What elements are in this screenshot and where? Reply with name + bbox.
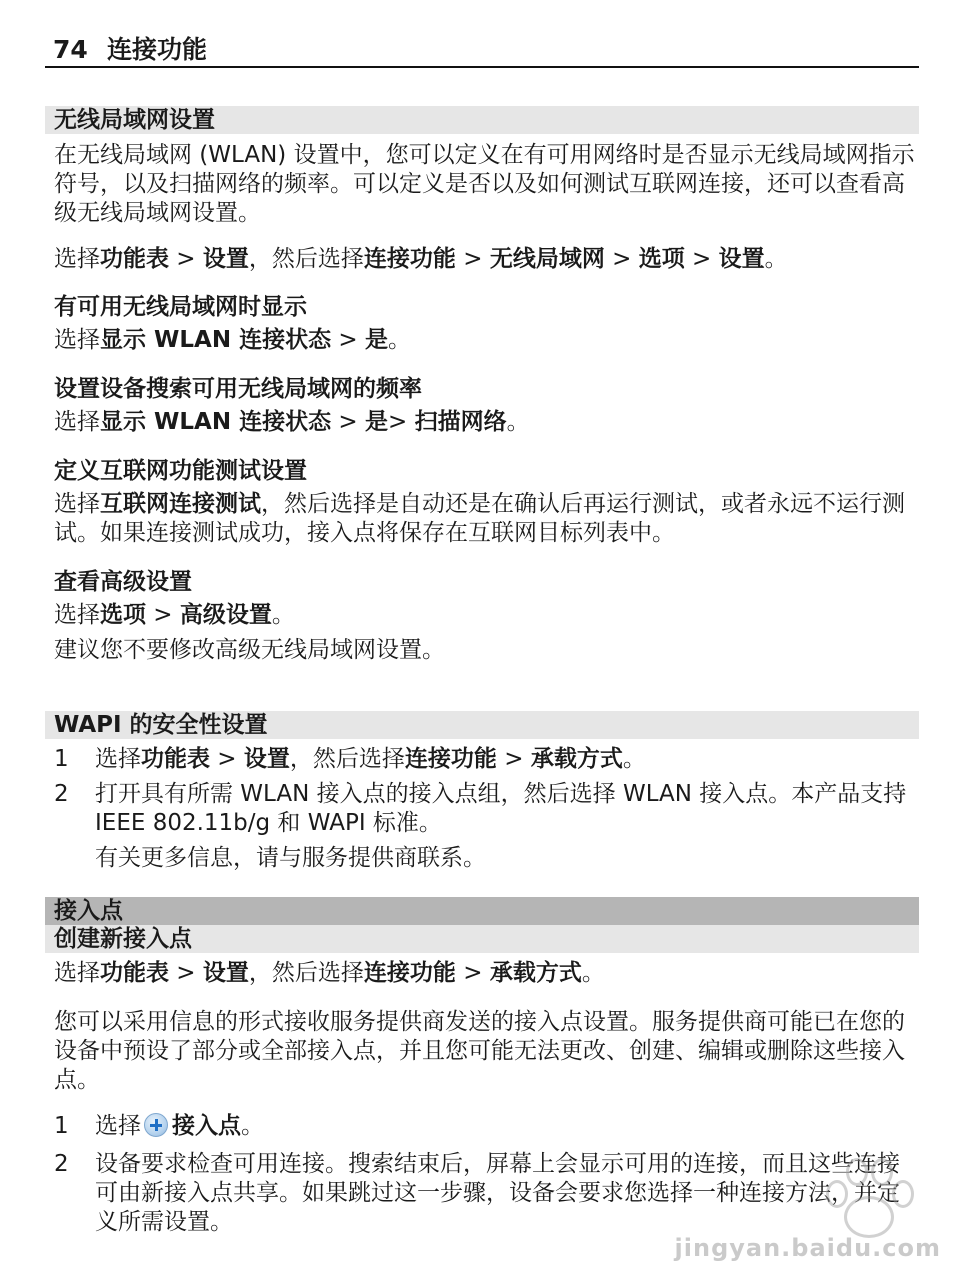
subsection-title-create-ap: 创建新接入点 <box>54 926 192 952</box>
ap-menu-path: 选择功能表 > 设置，然后选择连接功能 > 承载方式。 <box>54 960 605 986</box>
list-number: 1 <box>54 746 69 772</box>
page-number: 74 <box>53 35 88 64</box>
ap-intro: 您可以采用信息的形式接收服务提供商发送的接入点设置。服务提供商可能已在您的设备中预设了部分或全部接入点，并且您可能无法更改、创建、编辑或删除这些接入点。 <box>54 1009 905 1093</box>
advanced-note: 建议您不要修改高级无线局域网设置。 <box>54 637 445 663</box>
list-item-note: 有关更多信息，请与服务提供商联系。 <box>95 845 486 871</box>
scan-frequency-instruction: 选择显示 WLAN 连接状态 > 是> 扫描网络。 <box>54 409 530 435</box>
section-band-access-point <box>45 897 919 925</box>
advanced-instruction: 选择选项 > 高级设置。 <box>54 602 295 628</box>
section-title-wlan: 无线局域网设置 <box>54 107 215 133</box>
wlan-intro: 在无线局域网 (WLAN) 设置中，您可以定义在有可用网络时是否显示无线局域网指示符号，以及扫描网络的频率。可以定义是否以及如何测试互联网连接，还可以查看高级无线局域网设置。 <box>54 142 915 226</box>
show-wlan-instruction: 选择显示 WLAN 连接状态 > 是。 <box>54 327 411 353</box>
baidu-watermark <box>651 1152 941 1262</box>
list-number: 2 <box>54 781 69 807</box>
running-header <box>45 34 919 68</box>
subheading-advanced: 查看高级设置 <box>54 569 192 595</box>
list-item: 设备要求检查可用连接。搜索结束后，屏幕上会显示可用的连接，而且这些连接可由新接入点共享。如果跳过这一步骤，设备会要求您选择一种连接方法，并定义所需设置。 <box>95 1151 900 1235</box>
section-band-wapi <box>45 711 919 739</box>
subheading-internet-test: 定义互联网功能测试设置 <box>54 458 307 484</box>
internet-test-instruction: 选择互联网连接测试，然后选择是自动还是在确认后再运行测试，或者永远不运行测试。如果连接测试成功，接入点将保存在互联网目标列表中。 <box>54 491 905 546</box>
plus-icon <box>144 1113 168 1137</box>
list-item: 选择 接入点。 <box>95 1113 264 1139</box>
list-number: 1 <box>54 1113 69 1139</box>
wlan-menu-path: 选择功能表 > 设置，然后选择连接功能 > 无线局域网 > 选项 > 设置。 <box>54 246 788 272</box>
list-number: 2 <box>54 1151 69 1177</box>
subheading-show-wlan: 有可用无线局域网时显示 <box>54 294 307 320</box>
section-title-access-point: 接入点 <box>54 898 123 924</box>
subheading-scan-frequency: 设置设备搜索可用无线局域网的频率 <box>54 376 422 402</box>
watermark-text: jingyan.baidu.com <box>674 1234 941 1262</box>
list-item: 打开具有所需 WLAN 接入点的接入点组，然后选择 WLAN 接入点。本产品支持 IEEE 802.11b/g 和 WAPI 标准。 <box>95 781 907 836</box>
list-item: 选择功能表 > 设置，然后选择连接功能 > 承载方式。 <box>95 746 646 772</box>
chapter-title: 连接功能 <box>107 35 208 64</box>
section-band-wlan <box>45 106 919 134</box>
subsection-band-create-ap <box>45 925 919 953</box>
section-title-wapi: WAPI 的安全性设置 <box>54 712 268 738</box>
paw-logo-icon <box>816 1152 926 1237</box>
